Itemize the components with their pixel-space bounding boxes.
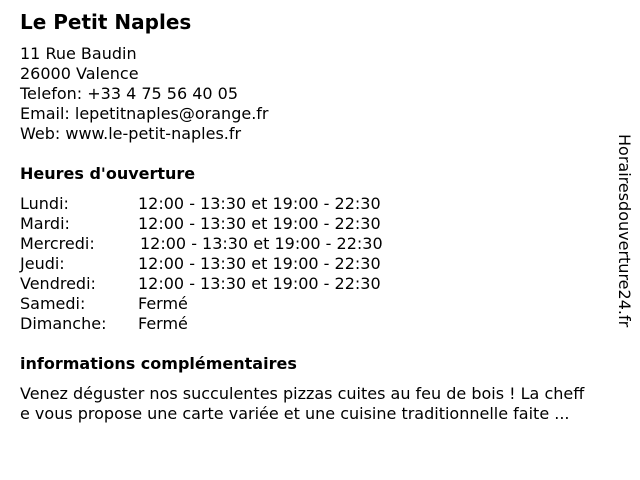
day-label: Jeudi: xyxy=(20,254,65,273)
day-label: Vendredi: xyxy=(20,274,96,293)
hours-row-monday xyxy=(20,194,460,214)
time-value: 12:00 - 13:30 et 19:00 - 22:30 xyxy=(138,214,381,233)
info-text-line: Venez déguster nos succulentes pizzas cuites au feu de bois ! La cheff xyxy=(20,384,585,403)
website-line: Web: www.le-petit-naples.fr xyxy=(20,124,242,143)
hours-row-friday xyxy=(20,274,460,294)
time-value: 12:00 - 13:30 et 19:00 - 22:30 xyxy=(138,274,381,293)
time-value: 12:00 - 13:30 et 19:00 - 22:30 xyxy=(138,254,381,273)
day-label: Mardi: xyxy=(20,214,70,233)
hours-row-saturday xyxy=(20,294,460,314)
time-value: Fermé xyxy=(138,314,188,333)
day-label: Dimanche: xyxy=(20,314,107,333)
hours-row-wednesday xyxy=(20,234,460,254)
hours-row-thursday xyxy=(20,254,460,274)
hours-row-tuesday xyxy=(20,214,460,234)
day-label: Samedi: xyxy=(20,294,86,313)
time-value: 12:00 - 13:30 et 19:00 - 22:30 xyxy=(138,194,381,213)
day-label: Lundi: xyxy=(20,194,69,213)
additional-info-heading: informations complémentaires xyxy=(20,354,297,373)
time-value: Fermé xyxy=(138,294,188,313)
phone-line: Telefon: +33 4 75 56 40 05 xyxy=(20,84,239,103)
time-value: 12:00 - 13:30 et 19:00 - 22:30 xyxy=(140,234,383,253)
hours-row-sunday xyxy=(20,314,460,334)
info-text-line: e vous propose une carte variée et une cuisine traditionnelle faite ... xyxy=(20,404,570,423)
restaurant-name: Le Petit Naples xyxy=(20,10,192,34)
opening-hours-table xyxy=(20,194,460,334)
contact-block xyxy=(20,44,268,144)
address-street: 11 Rue Baudin xyxy=(20,44,137,63)
site-watermark: Horairesdouverture24.fr xyxy=(615,134,634,328)
additional-info-text xyxy=(20,384,620,424)
day-label: Mercredi: xyxy=(20,234,95,253)
email-line: Email: lepetitnaples@orange.fr xyxy=(20,104,269,123)
opening-hours-heading: Heures d'ouverture xyxy=(20,164,196,183)
address-city: 26000 Valence xyxy=(20,64,139,83)
